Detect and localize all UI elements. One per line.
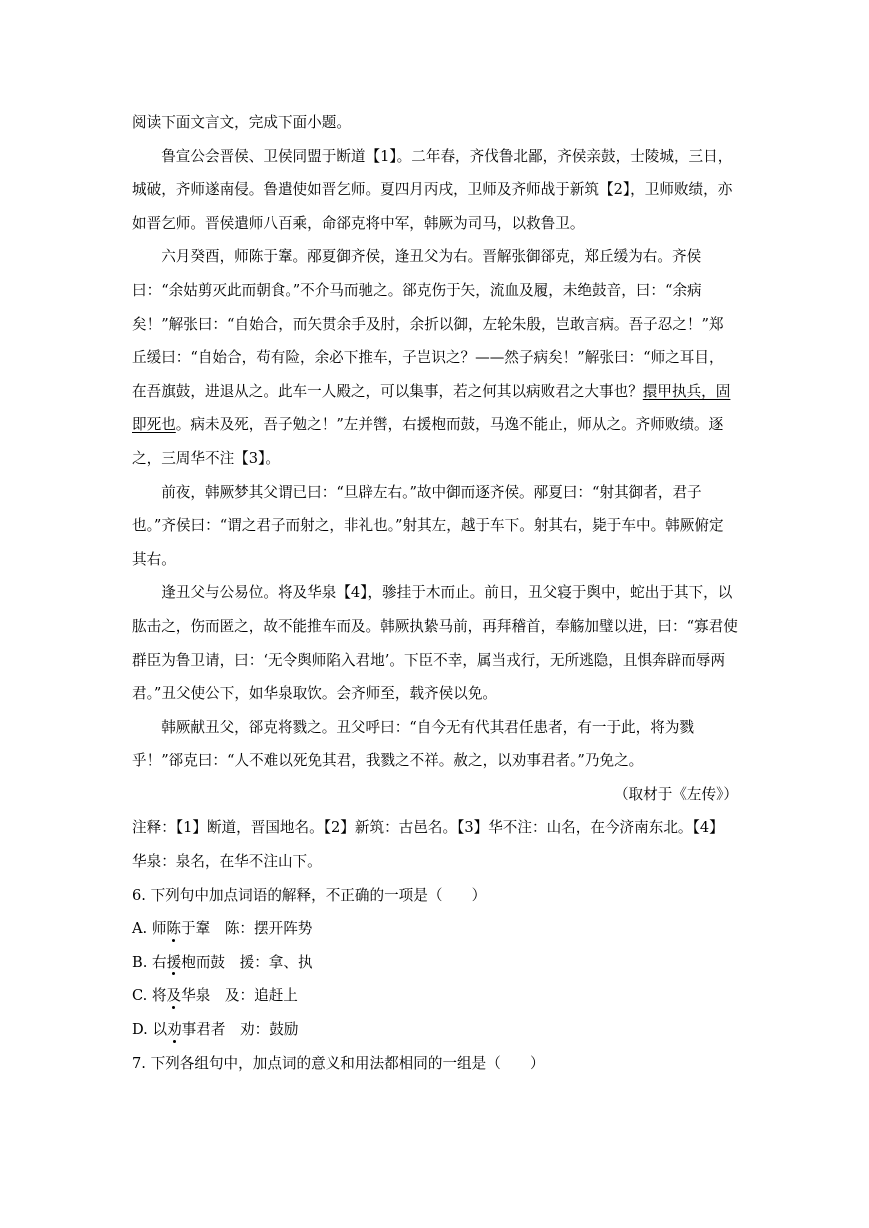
paragraph-2-text-b: 。病未及死，吾子勉之！”左并辔，右援枹而鼓，马逸不能止，师从之。齐师败绩。逐之，三周华不注【3】。 bbox=[132, 416, 724, 467]
option-b-prefix: B. 右 bbox=[132, 953, 167, 971]
passage-paragraph-4: 逢丑父与公易位。将及华泉【4】，骖挂于木而止。前日，丑父寝于舆中，蛇出于其下，以肱击之，伤而匿之，故不能推车而及。韩厥执絷马前，再拜稽首，奉觞加璧以进，曰：“寡君使群臣为鲁卫请，曰：‘无令舆师陷入君地’。下臣不幸，属当戎行，无所逃隐，且惧奔辟而辱两君。”丑父使公下，如华泉取饮。会齐师至，载齐侯以免。 bbox=[132, 584, 738, 703]
option-c-dotted-word: 及 bbox=[167, 979, 182, 1013]
option-c-suffix: 华泉 及：追赶上 bbox=[181, 987, 298, 1005]
passage-paragraph-5: 韩厥献丑父，郤克将戮之。丑父呼曰：“自今无有代其君任患者，有一于此，将为戮乎！”郤克曰：“人不难以死免其君，我戮之不祥。赦之，以劝事君者。”乃免之。 bbox=[132, 718, 695, 770]
passage-paragraph-3: 前夜，韩厥梦其父谓已曰：“旦辟左右。”故中御而逐齐侯。邴夏曰：“射其御者，君子也。”齐侯曰：“谓之君子而射之，非礼也。”射其左，越于车下。射其右，毙于车中。韩厥俯定其右。 bbox=[132, 483, 724, 568]
document-page bbox=[132, 106, 738, 1080]
question-6-option-a bbox=[132, 912, 738, 946]
option-c-prefix: C. 将 bbox=[132, 987, 167, 1005]
option-b-suffix: 枹而鼓 援：拿、执 bbox=[181, 953, 313, 971]
passage-paragraph-1: 鲁宣公会晋侯、卫侯同盟于断道【1】。二年春，齐伐鲁北鄙，齐侯亲鼓，士陵城，三日，城破，齐师遂南侵。鲁遣使如晋乞师。夏四月丙戌，卫师及齐师战于新筑【2】，卫师败绩，亦如晋乞师。晋侯遣师八百乘，命郤克将中军，韩厥为司马，以救鲁卫。 bbox=[132, 147, 733, 232]
option-d-dotted-word: 劝 bbox=[167, 1013, 182, 1047]
underlined-sentence: 擐甲执兵，固即死也 bbox=[132, 382, 731, 434]
question-6-stem: 6. 下列句中加点词语的解释，不正确的一项是（ ） bbox=[132, 886, 487, 904]
question-7-stem: 7. 下列各组句中，加点词的意义和用法都相同的一组是（ ） bbox=[132, 1054, 545, 1072]
option-d-suffix: 事君者 劝：鼓励 bbox=[181, 1021, 299, 1039]
option-a-suffix: 于鞌 陈：摆开阵势 bbox=[181, 920, 313, 938]
paragraph-2-text-a: 六月癸酉，师陈于鞌。邴夏御齐侯，逢丑父为右。晋解张御郤克，郑丘缓为右。齐侯曰：“余姑剪灭此而朝食。”不介马而驰之。郤克伤于矢，流血及履，未绝鼓音，曰：“余病矣！”解张曰：“自始合，而矢贯余手及肘，余折以御，左轮朱殷，岂敢言病。吾子忍之！”郑丘缓曰：“自始合，苟有险，余必下推车，子岂识之？——然子病矣！”解张曰：“师之耳目，在吾旗鼓，进退从之。此车一人殿之，可以集事，若之何其以病败君之大事也？ bbox=[132, 248, 724, 400]
source-citation: （取材于《左传》） bbox=[613, 785, 738, 803]
option-a-prefix: A. 师 bbox=[132, 920, 167, 938]
annotations: 注释：【1】断道，晋国地名。【2】新筑：古邑名。【3】华不注：山名，在今济南东北。【4】华泉：泉名，在华不注山下。 bbox=[132, 819, 724, 871]
passage-paragraph-2 bbox=[132, 240, 738, 475]
question-6-option-c bbox=[132, 979, 738, 1013]
question-6-option-b bbox=[132, 946, 738, 980]
option-a-dotted-word: 陈 bbox=[166, 912, 181, 946]
option-b-dotted-word: 援 bbox=[167, 946, 182, 980]
option-d-prefix: D. 以 bbox=[132, 1021, 168, 1039]
reading-instruction: 阅读下面文言文，完成下面小题。 bbox=[132, 114, 351, 131]
question-6-option-d bbox=[132, 1013, 738, 1047]
